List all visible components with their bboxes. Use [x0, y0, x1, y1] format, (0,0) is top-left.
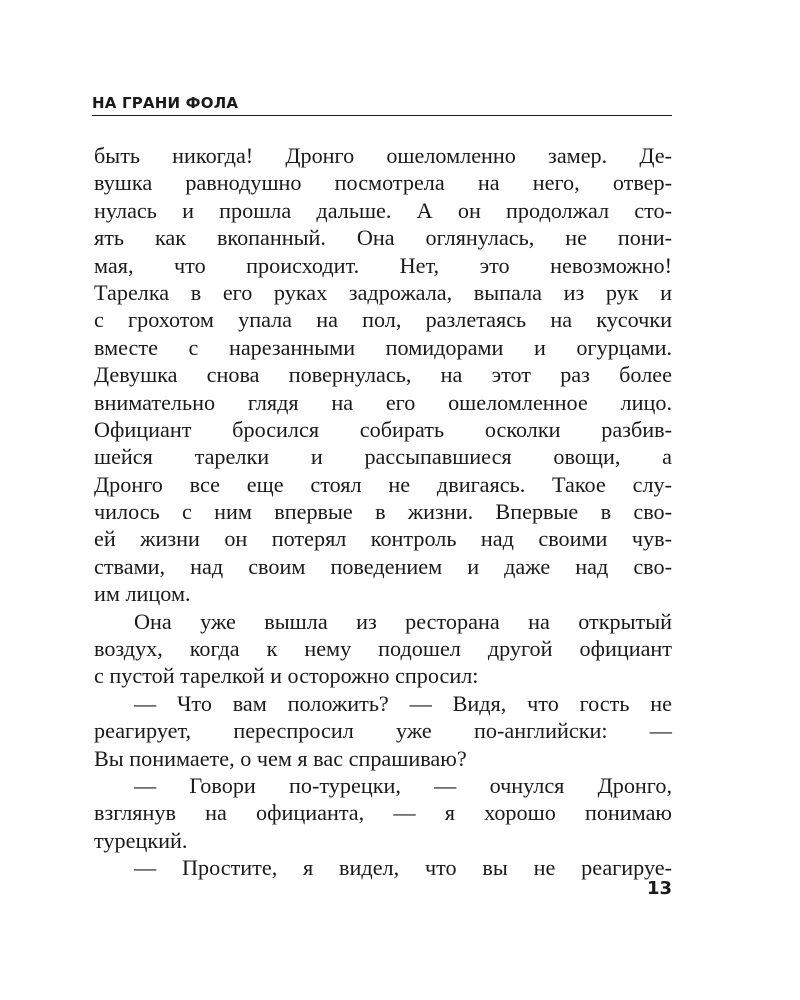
text-line: быть никогда! Дронго ошеломленно замер. Де-: [94, 143, 672, 168]
text-line: ять как вкопанный. Она оглянулась, не пони-: [94, 225, 672, 251]
text-line: турецкий.: [94, 827, 188, 853]
text-line: шейся тарелки и рассыпавшиеся овощи, а: [94, 444, 672, 470]
text-line: Дронго все еще стоял не двигаясь. Такое слу-: [94, 471, 672, 497]
text-line: с грохотом упала на пол, разлетаясь на кусочки: [94, 307, 672, 333]
header-rule: [92, 115, 672, 116]
text-line: воздух, когда к нему подошел другой официант: [94, 636, 672, 662]
text-line: Девушка снова повернулась, на этот раз более: [94, 362, 672, 388]
text-line: Тарелка в его руках задрожала, выпала из рук и: [94, 279, 672, 305]
text-line: — Что вам положить? — Видя, что гость не: [134, 690, 672, 716]
text-line: Вы понимаете, о чем я вас спрашиваю?: [94, 745, 467, 771]
text-line: с пустой тарелкой и осторожно спросил:: [94, 663, 479, 689]
text-line: вушка равнодушно посмотрела на него, отвер-: [94, 170, 672, 196]
text-line: Официант бросился собирать осколки разбив-: [94, 416, 672, 442]
text-line: Она уже вышла из ресторана на открытый: [134, 608, 672, 634]
text-line: чилось с ним впервые в жизни. Впервые в сво-: [94, 499, 672, 525]
text-line: реагирует, переспросил уже по-английски: —: [94, 718, 672, 744]
running-header: НА ГРАНИ ФОЛА: [92, 94, 239, 112]
text-line: им лицом.: [94, 581, 191, 607]
text-line: взглянув на официанта, — я хорошо понимаю: [94, 800, 672, 826]
text-line: мая, что происходит. Нет, это невозможно!: [94, 252, 672, 278]
body-text: [94, 142, 672, 882]
page-number: 13: [646, 878, 672, 899]
text-line: нулась и прошла дальше. А он продолжал сто-: [94, 197, 672, 223]
text-line: ствами, над своим поведением и даже над сво-: [94, 553, 672, 579]
text-line: внимательно глядя на его ошеломленное лицо.: [94, 389, 672, 415]
text-line: — Простите, я видел, что вы не реагируе-: [134, 855, 672, 881]
text-line: ей жизни он потерял контроль над своими чув-: [94, 526, 672, 552]
text-line: вместе с нарезанными помидорами и огурцами.: [94, 334, 672, 360]
text-line: — Говори по-турецки, — очнулся Дронго,: [134, 772, 672, 798]
